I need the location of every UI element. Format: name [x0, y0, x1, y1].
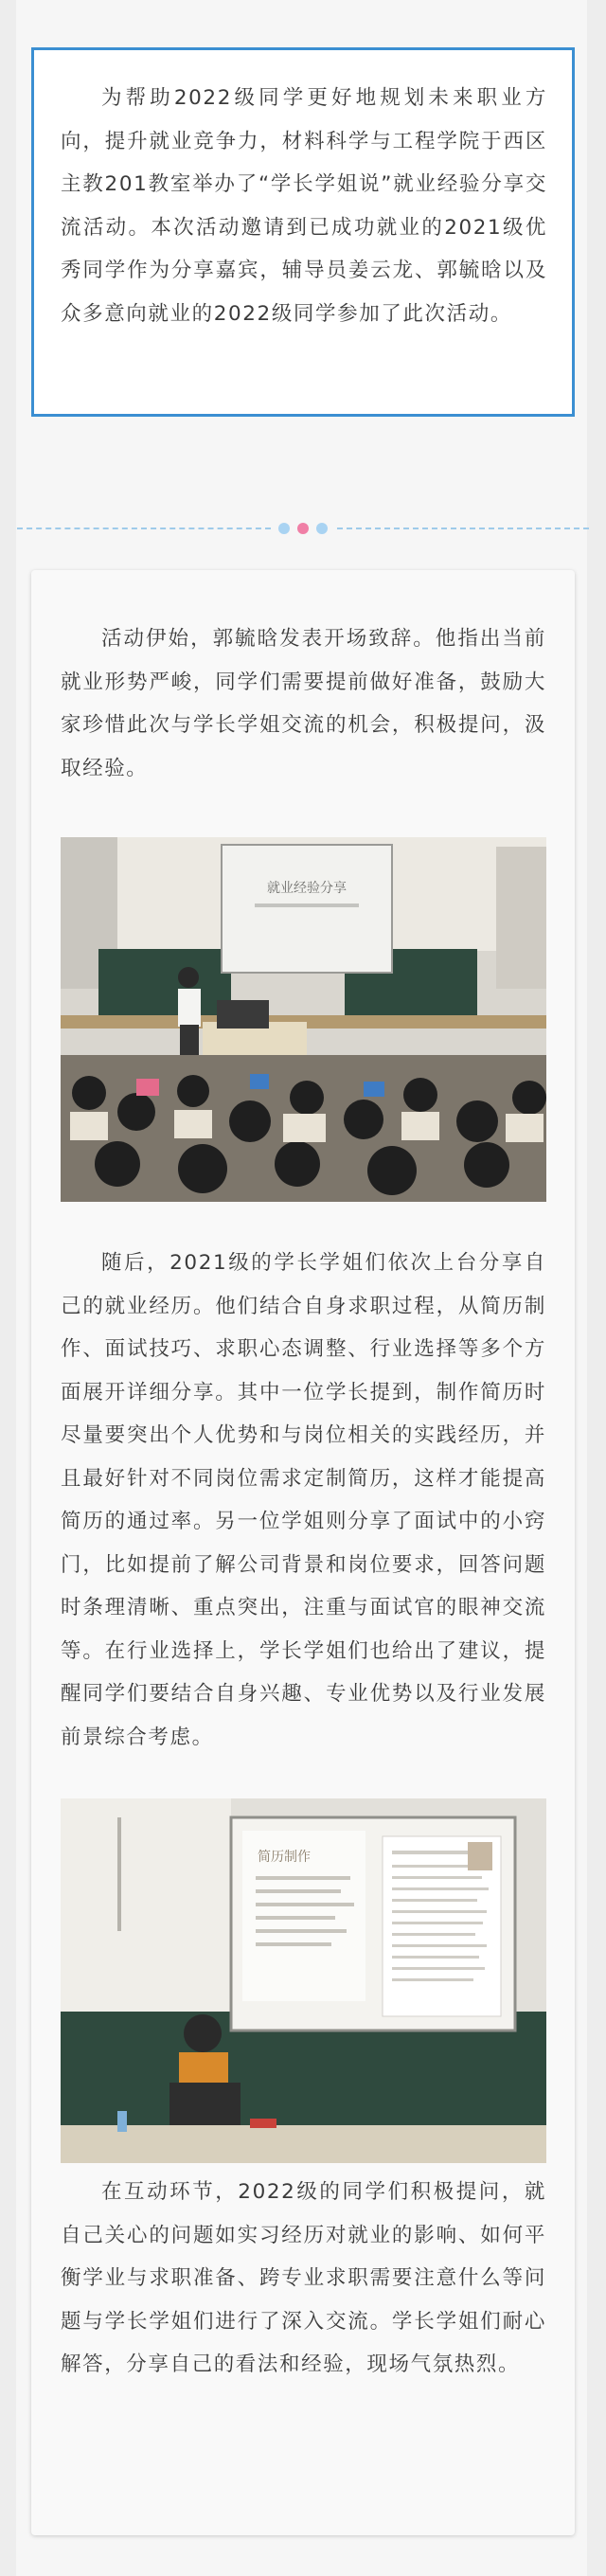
divider-dot-2: [297, 523, 309, 534]
article-paragraph-2: 随后，2021级的学长学姐们依次上台分享自己的就业经历。他们结合自身求职过程，从简历制作、面试技巧、求职心态调整、行业选择等多个方面展开详细分享。其中一位学长提到，制作简历时尽量要突出个人优势和与岗位相关的实践经历，并且最好针对不同岗位需求定制简历，这样才能提高简历的通过率。另一位学姐则分享了面试中的小窍门，比如提前了解公司背景和岗位要求，回答问题时条理清晰、重点突出，注重与面试官的眼神交流等。在行业选择上，学长学姐们也给出了建议，提醒同学们要结合自身兴趣、专业优势以及行业发展前景综合考虑。: [61, 1251, 546, 1749]
slide-title-resume: 简历制作: [258, 1850, 311, 1865]
divider-line-left: [17, 528, 271, 529]
event-photo-opening-illustration: [61, 837, 546, 1202]
event-photo-opening: [61, 837, 546, 1202]
section-divider: [0, 523, 606, 534]
event-photo-sharing: [61, 1798, 546, 2163]
divider-dot-1: [278, 523, 290, 534]
article-paragraph-3: 在互动环节，2022级的同学们积极提问，就自己关心的问题如实习经历对就业的影响、如何平衡学业与求职准备、跨专业求职需要注意什么等问题与学长学姐们进行了深入交流。学长学姐们耐心解答，分享自己的看法和经验，现场气氛热烈。: [61, 2180, 546, 2376]
article-card: [31, 570, 575, 2535]
article-paragraph-1: 活动伊始，郭毓晗发表开场致辞。他指出当前就业形势严峻，同学们需要提前做好准备，鼓励大家珍惜此次与学长学姐交流的机会，积极提问，汲取经验。: [61, 627, 546, 780]
event-photo-sharing-illustration: [61, 1798, 546, 2163]
intro-box: [31, 47, 575, 417]
slide-title-opening: 就业经验分享: [267, 881, 347, 896]
divider-line-right: [337, 528, 589, 529]
intro-paragraph: 为帮助2022级同学更好地规划未来职业方向，提升就业竞争力，材料科学与工程学院于西区主教201教室举办了“学长学姐说”就业经验分享交流活动。本次活动邀请到已成功就业的2021级优秀同学作为分享嘉宾，辅导员姜云龙、郭毓晗以及众多意向就业的2022级同学参加了此次活动。: [61, 86, 547, 326]
divider-dot-3: [316, 523, 328, 534]
